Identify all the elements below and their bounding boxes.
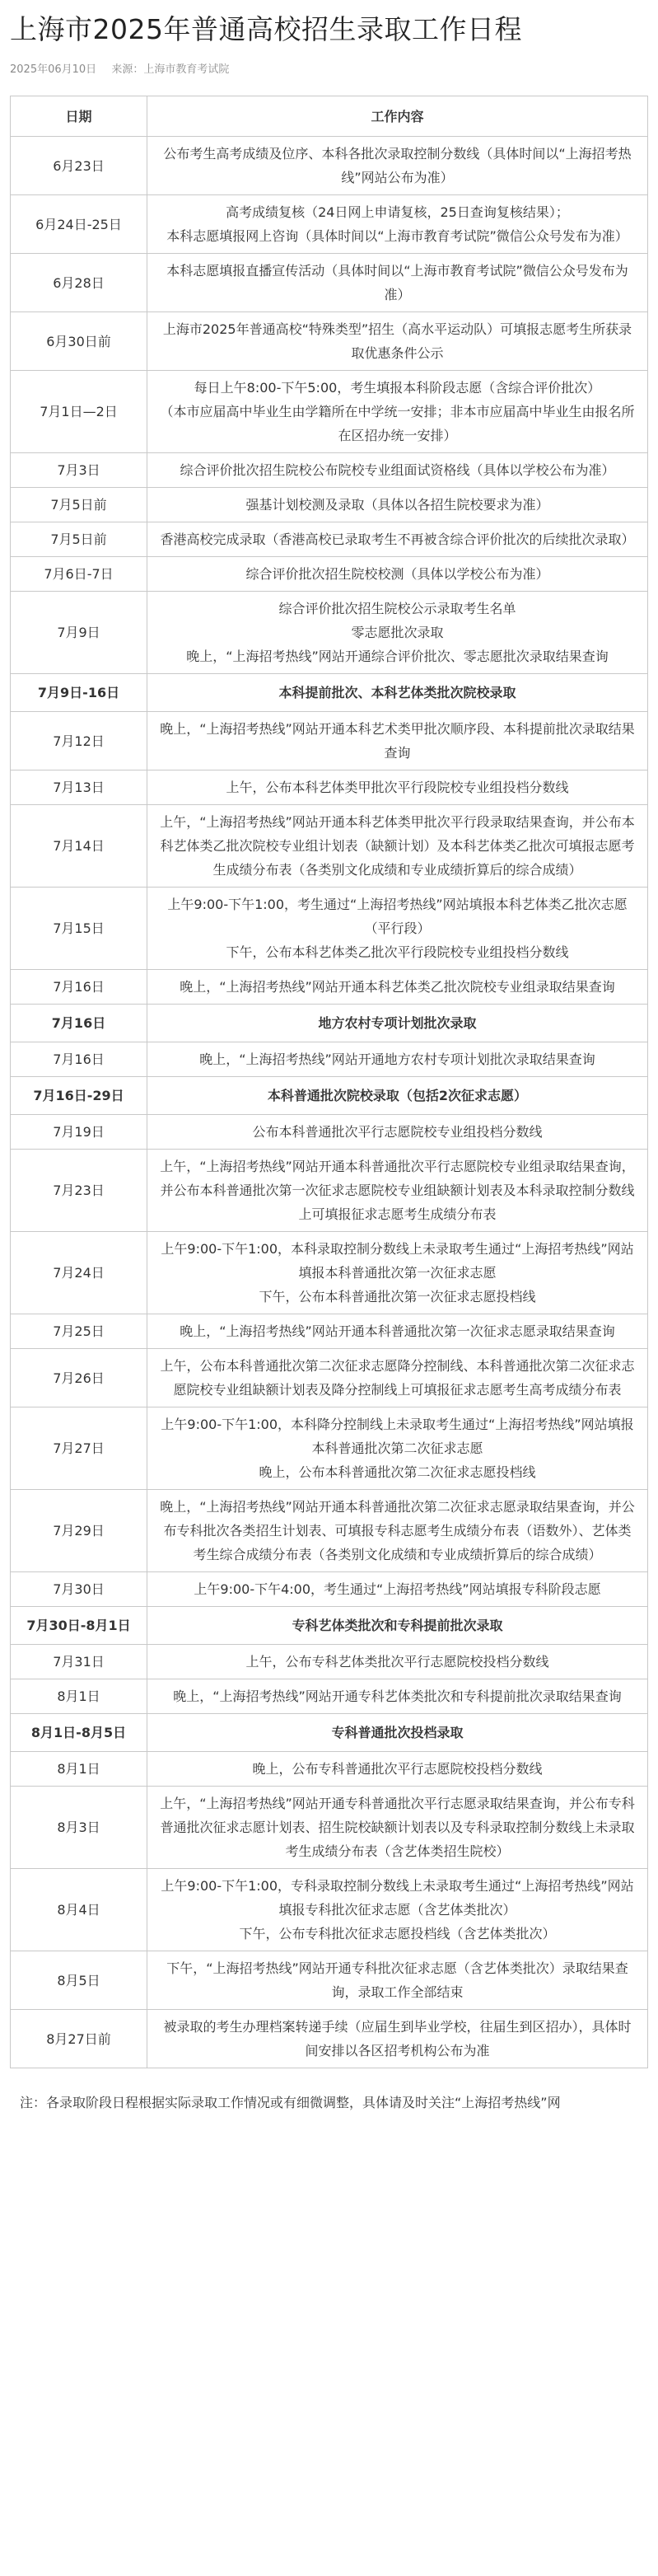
- row-content: 上午，公布本科艺体类甲批次平行段院校专业组投档分数线: [147, 770, 648, 805]
- row-date: 7月31日: [11, 1645, 147, 1679]
- table-row: [11, 592, 648, 674]
- table-row: [11, 770, 648, 805]
- article-meta: [10, 63, 648, 77]
- row-date: 6月23日: [11, 137, 147, 195]
- row-content: 公布本科普通批次平行志愿院校专业组投档分数线: [147, 1115, 648, 1150]
- row-content: 上午9:00-下午1:00，本科降分控制线上未录取考生通过“上海招考热线”网站填报本科普通批次第二次征求志愿 晚上，公布本科普通批次第二次征求志愿投档线: [147, 1407, 648, 1490]
- row-content: 上午9:00-下午4:00，考生通过“上海招考热线”网站填报专科阶段志愿: [147, 1572, 648, 1607]
- table-row: [11, 254, 648, 312]
- row-content: 本科普通批次院校录取（包括2次征求志愿）: [147, 1077, 648, 1115]
- schedule-body: [11, 137, 648, 2068]
- row-content: 上午，“上海招考热线”网站开通本科艺体类甲批次平行段录取结果查询，并公布本科艺体类乙批次院校专业组计划表（缺额计划）及本科艺体类乙批次可填报志愿考生成绩分布表（各类别文化成绩和专业成绩折算后的综合成绩）: [147, 805, 648, 888]
- schedule-table: [10, 96, 648, 2068]
- table-row: [11, 1407, 648, 1490]
- row-date: 7月30日: [11, 1572, 147, 1607]
- table-row: [11, 1150, 648, 1232]
- row-date: 6月30日前: [11, 312, 147, 371]
- row-date: 8月3日: [11, 1787, 147, 1869]
- table-row: [11, 970, 648, 1005]
- row-date: 7月29日: [11, 1490, 147, 1572]
- table-row: [11, 1951, 648, 2010]
- row-content: 晚上，“上海招考热线”网站开通本科艺体类乙批次院校专业组录取结果查询: [147, 970, 648, 1005]
- row-content: 上午9:00-下午1:00，考生通过“上海招考热线”网站填报本科艺体类乙批次志愿（平行段） 下午，公布本科艺体类乙批次平行段院校专业组投档分数线: [147, 888, 648, 970]
- row-date: 6月24日-25日: [11, 195, 147, 254]
- row-date: 7月6日-7日: [11, 557, 147, 592]
- publish-date: 2025年06月10日: [10, 63, 97, 76]
- row-date: 8月1日: [11, 1679, 147, 1714]
- table-row: [11, 805, 648, 888]
- row-content: 上午9:00-下午1:00，专科录取控制分数线上未录取考生通过“上海招考热线”网站填报专科批次征求志愿（含艺体类批次） 下午，公布专科批次征求志愿投档线（含艺体类批次）: [147, 1869, 648, 1951]
- row-content: 专科艺体类批次和专科提前批次录取: [147, 1607, 648, 1645]
- footnote: 注：各录取阶段日程根据实际录取工作情况或有细微调整，具体请及时关注“上海招考热线”网: [20, 2095, 561, 2110]
- row-date: 6月28日: [11, 254, 147, 312]
- header-content: 工作内容: [147, 96, 648, 137]
- table-row: [11, 1645, 648, 1679]
- table-row: [11, 1572, 648, 1607]
- row-date: 7月19日: [11, 1115, 147, 1150]
- table-row: [11, 312, 648, 371]
- table-row: [11, 488, 648, 522]
- row-date: 7月16日: [11, 1042, 147, 1077]
- row-date: 7月3日: [11, 453, 147, 488]
- table-row: [11, 195, 648, 254]
- row-content: 综合评价批次招生院校校测（具体以学校公布为准）: [147, 557, 648, 592]
- row-date: 7月5日前: [11, 488, 147, 522]
- row-content: 上海市2025年普通高校“特殊类型”招生（高水平运动队）可填报志愿考生所获录取优惠条件公示: [147, 312, 648, 371]
- table-row: [11, 1042, 648, 1077]
- table-row: [11, 712, 648, 770]
- row-date: 7月16日-29日: [11, 1077, 147, 1115]
- row-date: 8月1日: [11, 1752, 147, 1787]
- table-row: [11, 1869, 648, 1951]
- table-row: [11, 453, 648, 488]
- row-content: 高考成绩复核（24日网上申请复核，25日查询复核结果）； 本科志愿填报网上咨询（具体时间以“上海市教育考试院”微信公众号发布为准）: [147, 195, 648, 254]
- phase-row: [11, 1005, 648, 1042]
- row-content: 本科志愿填报直播宣传活动（具体时间以“上海市教育考试院”微信公众号发布为准）: [147, 254, 648, 312]
- table-row: [11, 522, 648, 557]
- row-date: 7月5日前: [11, 522, 147, 557]
- row-date: 7月13日: [11, 770, 147, 805]
- row-content: 强基计划校测及录取（具体以各招生院校要求为准）: [147, 488, 648, 522]
- row-content: 本科提前批次、本科艺体类批次院校录取: [147, 674, 648, 712]
- table-row: [11, 557, 648, 592]
- row-content: 上午9:00-下午1:00，本科录取控制分数线上未录取考生通过“上海招考热线”网站填报本科普通批次第一次征求志愿 下午，公布本科普通批次第一次征求志愿投档线: [147, 1232, 648, 1314]
- row-date: 7月1日—2日: [11, 371, 147, 453]
- table-header-row: [11, 96, 648, 137]
- table-row: [11, 1752, 648, 1787]
- row-date: 7月9日-16日: [11, 674, 147, 712]
- table-row: [11, 1679, 648, 1714]
- table-row: [11, 371, 648, 453]
- row-content: 专科普通批次投档录取: [147, 1714, 648, 1752]
- row-date: 8月1日-8月5日: [11, 1714, 147, 1752]
- row-date: 7月16日: [11, 970, 147, 1005]
- row-date: 8月4日: [11, 1869, 147, 1951]
- row-content: 上午，公布本科普通批次第二次征求志愿降分控制线、本科普通批次第二次征求志愿院校专业组缺额计划表及降分控制线上可填报征求志愿考生高考成绩分布表: [147, 1349, 648, 1407]
- table-row: [11, 1787, 648, 1869]
- row-date: 7月14日: [11, 805, 147, 888]
- phase-row: [11, 1607, 648, 1645]
- row-date: 8月27日前: [11, 2010, 147, 2068]
- row-date: 7月15日: [11, 888, 147, 970]
- row-date: 7月9日: [11, 592, 147, 674]
- row-date: 7月30日-8月1日: [11, 1607, 147, 1645]
- row-content: 综合评价批次招生院校公布院校专业组面试资格线（具体以学校公布为准）: [147, 453, 648, 488]
- row-date: 7月12日: [11, 712, 147, 770]
- table-row: [11, 137, 648, 195]
- row-date: 7月25日: [11, 1314, 147, 1349]
- row-content: 晚上，“上海招考热线”网站开通本科普通批次第二次征求志愿录取结果查询，并公布专科批次各类招生计划表、可填报专科志愿考生成绩分布表（语数外）、艺体类考生综合成绩分布表（各类别文化成绩和专业成绩折算后的综合成绩）: [147, 1490, 648, 1572]
- table-row: [11, 888, 648, 970]
- row-date: 7月23日: [11, 1150, 147, 1232]
- table-row: [11, 1314, 648, 1349]
- row-content: 被录取的考生办理档案转递手续（应届生到毕业学校，往届生到区招办），具体时间安排以各区招考机构公布为准: [147, 2010, 648, 2068]
- phase-row: [11, 1714, 648, 1752]
- row-date: 7月24日: [11, 1232, 147, 1314]
- row-content: 下午，“上海招考热线”网站开通专科批次征求志愿（含艺体类批次）录取结果查询，录取工作全部结束: [147, 1951, 648, 2010]
- row-content: 综合评价批次招生院校公示录取考生名单 零志愿批次录取 晚上，“上海招考热线”网站开通综合评价批次、零志愿批次录取结果查询: [147, 592, 648, 674]
- page-title: 上海市2025年普通高校招生录取工作日程: [10, 13, 522, 45]
- row-content: 每日上午8:00-下午5:00，考生填报本科阶段志愿（含综合评价批次） （本市应届高中毕业生由学籍所在中学统一安排；非本市应届高中毕业生由报名所在区招办统一安排）: [147, 371, 648, 453]
- source-label: 来源：上海市教育考试院: [111, 63, 230, 76]
- row-content: 香港高校完成录取（香港高校已录取考生不再被含综合评价批次的后续批次录取）: [147, 522, 648, 557]
- table-row: [11, 1115, 648, 1150]
- phase-row: [11, 674, 648, 712]
- table-row: [11, 1490, 648, 1572]
- row-content: 地方农村专项计划批次录取: [147, 1005, 648, 1042]
- table-row: [11, 1349, 648, 1407]
- phase-row: [11, 1077, 648, 1115]
- row-content: 晚上，“上海招考热线”网站开通本科普通批次第一次征求志愿录取结果查询: [147, 1314, 648, 1349]
- row-date: 7月16日: [11, 1005, 147, 1042]
- row-date: 7月26日: [11, 1349, 147, 1407]
- row-content: 上午，“上海招考热线”网站开通专科普通批次平行志愿录取结果查询，并公布专科普通批次征求志愿计划表、招生院校缺额计划表以及专科录取控制分数线上未录取考生成绩分布表（含艺体类招生院校）: [147, 1787, 648, 1869]
- row-content: 晚上，“上海招考热线”网站开通本科艺术类甲批次顺序段、本科提前批次录取结果查询: [147, 712, 648, 770]
- row-content: 公布考生高考成绩及位序、本科各批次录取控制分数线（具体时间以“上海招考热线”网站公布为准）: [147, 137, 648, 195]
- row-content: 晚上，公布专科普通批次平行志愿院校投档分数线: [147, 1752, 648, 1787]
- row-content: 晚上，“上海招考热线”网站开通地方农村专项计划批次录取结果查询: [147, 1042, 648, 1077]
- table-row: [11, 1232, 648, 1314]
- row-date: 7月27日: [11, 1407, 147, 1490]
- header-date: 日期: [11, 96, 147, 137]
- row-content: 晚上，“上海招考热线”网站开通专科艺体类批次和专科提前批次录取结果查询: [147, 1679, 648, 1714]
- row-content: 上午，公布专科艺体类批次平行志愿院校投档分数线: [147, 1645, 648, 1679]
- table-row: [11, 2010, 648, 2068]
- row-date: 8月5日: [11, 1951, 147, 2010]
- row-content: 上午，“上海招考热线”网站开通本科普通批次平行志愿院校专业组录取结果查询，并公布本科普通批次第一次征求志愿院校专业组缺额计划表及本科录取控制分数线上可填报征求志愿考生成绩分布表: [147, 1150, 648, 1232]
